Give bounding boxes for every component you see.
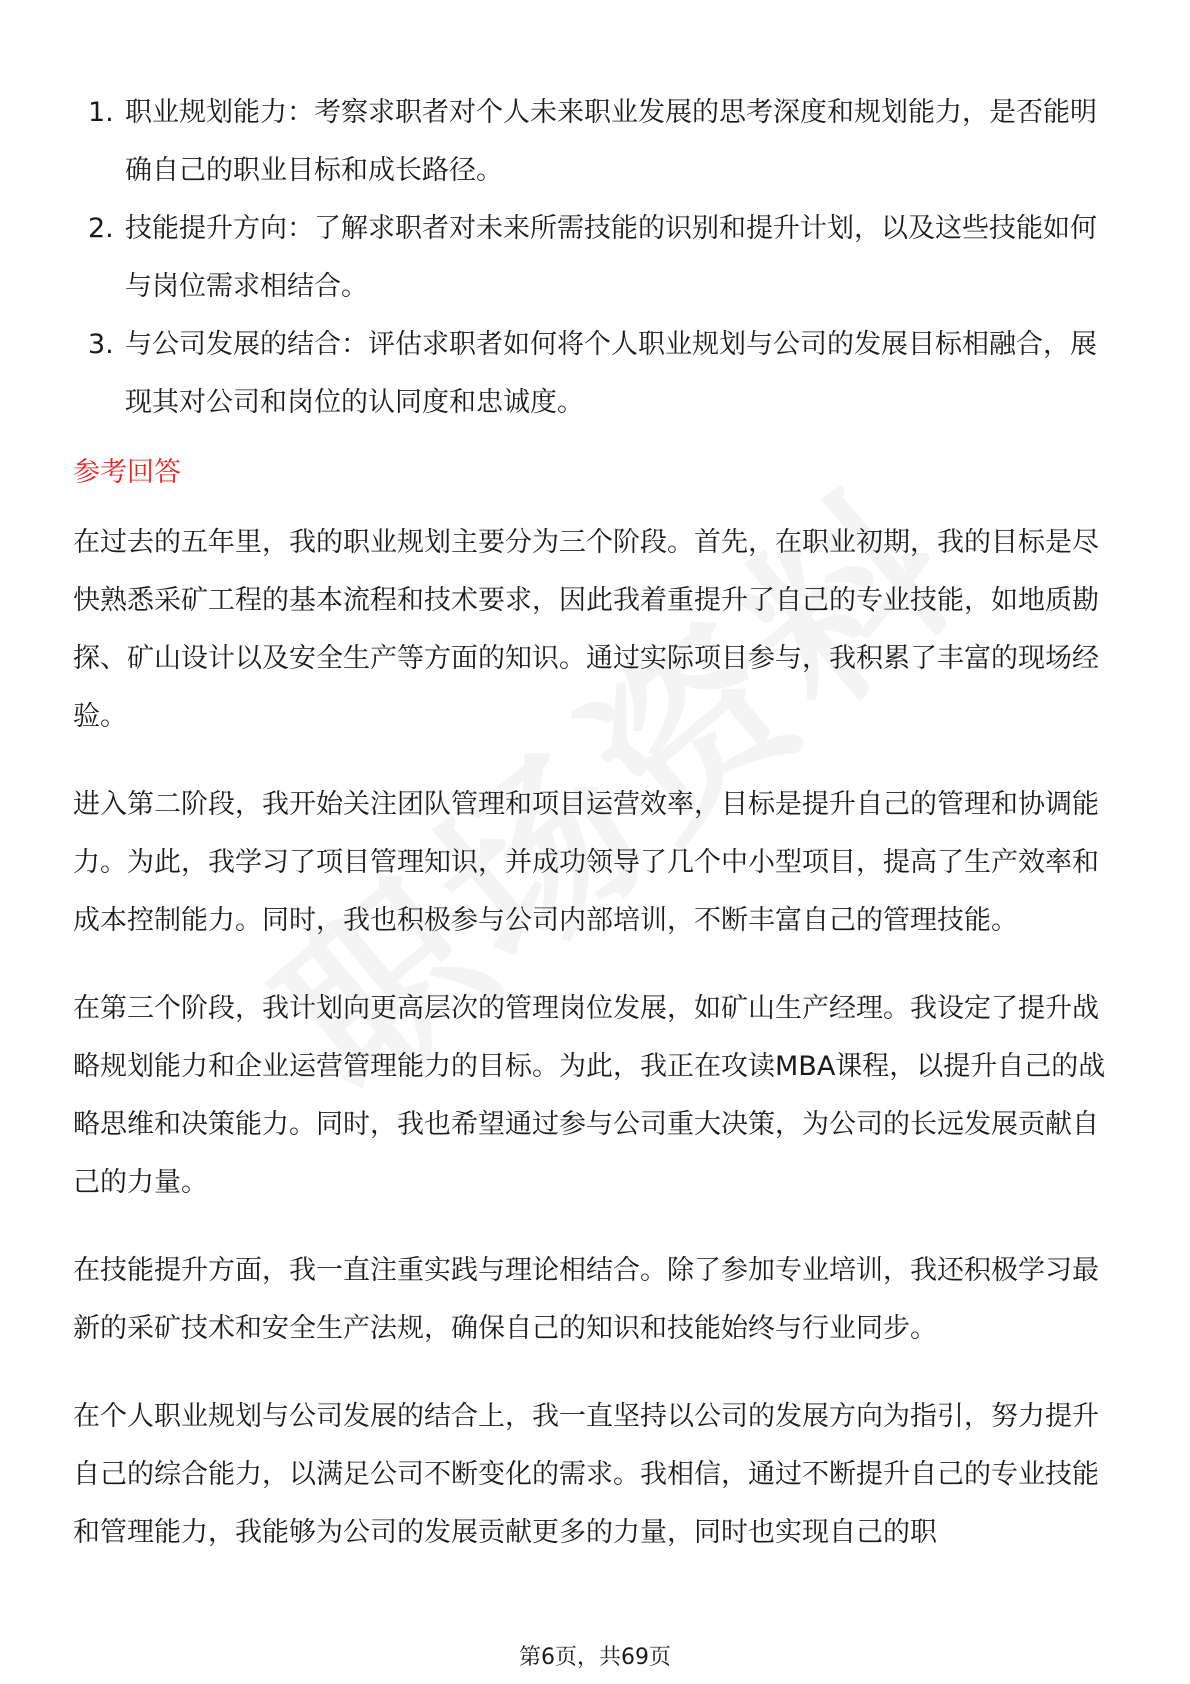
answer-paragraph: 在第三个阶段，我计划向更高层次的管理岗位发展，如矿山生产经理。我设定了提升战略规划能力和企业运营管理能力的目标。为此，我正在攻读MBA课程，以提升自己的战略思维和决策能力。同时，我也希望通过参与公司重大决策，为公司的长远发展贡献自己的力量。 — [73, 993, 1106, 1198]
section-title: 参考回答 — [73, 457, 181, 488]
answer-paragraph: 在个人职业规划与公司发展的结合上，我一直坚持以公司的发展方向为指引，努力提升自己的综合能力，以满足公司不断变化的需求。我相信，通过不断提升自己的专业技能和管理能力，我能够为公司的发展贡献更多的力量，同时也实现自己的职 — [73, 1401, 1099, 1548]
list-item-number: 2. — [88, 213, 114, 244]
criteria-list — [73, 84, 1118, 432]
list-item — [73, 200, 1118, 316]
list-item — [73, 84, 1118, 200]
answer-paragraph: 在技能提升方面，我一直注重实践与理论相结合。除了参加专业培训，我还积极学习最新的采矿技术和安全生产法规，确保自己的知识和技能始终与行业同步。 — [73, 1255, 1099, 1344]
page-content — [73, 84, 1118, 1592]
list-item-text: 技能提升方向：了解求职者对未来所需技能的识别和提升计划，以及这些技能如何与岗位需求相结合。 — [125, 213, 1097, 302]
list-item-text: 职业规划能力：考察求职者对个人未来职业发展的思考深度和规划能力，是否能明确自己的职业目标和成长路径。 — [125, 97, 1097, 186]
list-item — [73, 316, 1118, 432]
list-item-number: 3. — [88, 329, 114, 360]
page-number-footer: 第6页，共69页 — [519, 1645, 671, 1670]
list-item-number: 1. — [88, 97, 114, 128]
answer-paragraph: 进入第二阶段，我开始关注团队管理和项目运营效率，目标是提升自己的管理和协调能力。为此，我学习了项目管理知识，并成功领导了几个中小型项目，提高了生产效率和成本控制能力。同时，我也积极参与公司内部培训，不断丰富自己的管理技能。 — [73, 789, 1099, 936]
answer-paragraph: 在过去的五年里，我的职业规划主要分为三个阶段。首先，在职业初期，我的目标是尽快熟悉采矿工程的基本流程和技术要求，因此我着重提升了自己的专业技能，如地质勘探、矿山设计以及安全生产等方面的知识。通过实际项目参与，我积累了丰富的现场经验。 — [73, 527, 1099, 732]
list-item-text: 与公司发展的结合：评估求职者如何将个人职业规划与公司的发展目标相融合，展现其对公司和岗位的认同度和忠诚度。 — [125, 329, 1097, 418]
